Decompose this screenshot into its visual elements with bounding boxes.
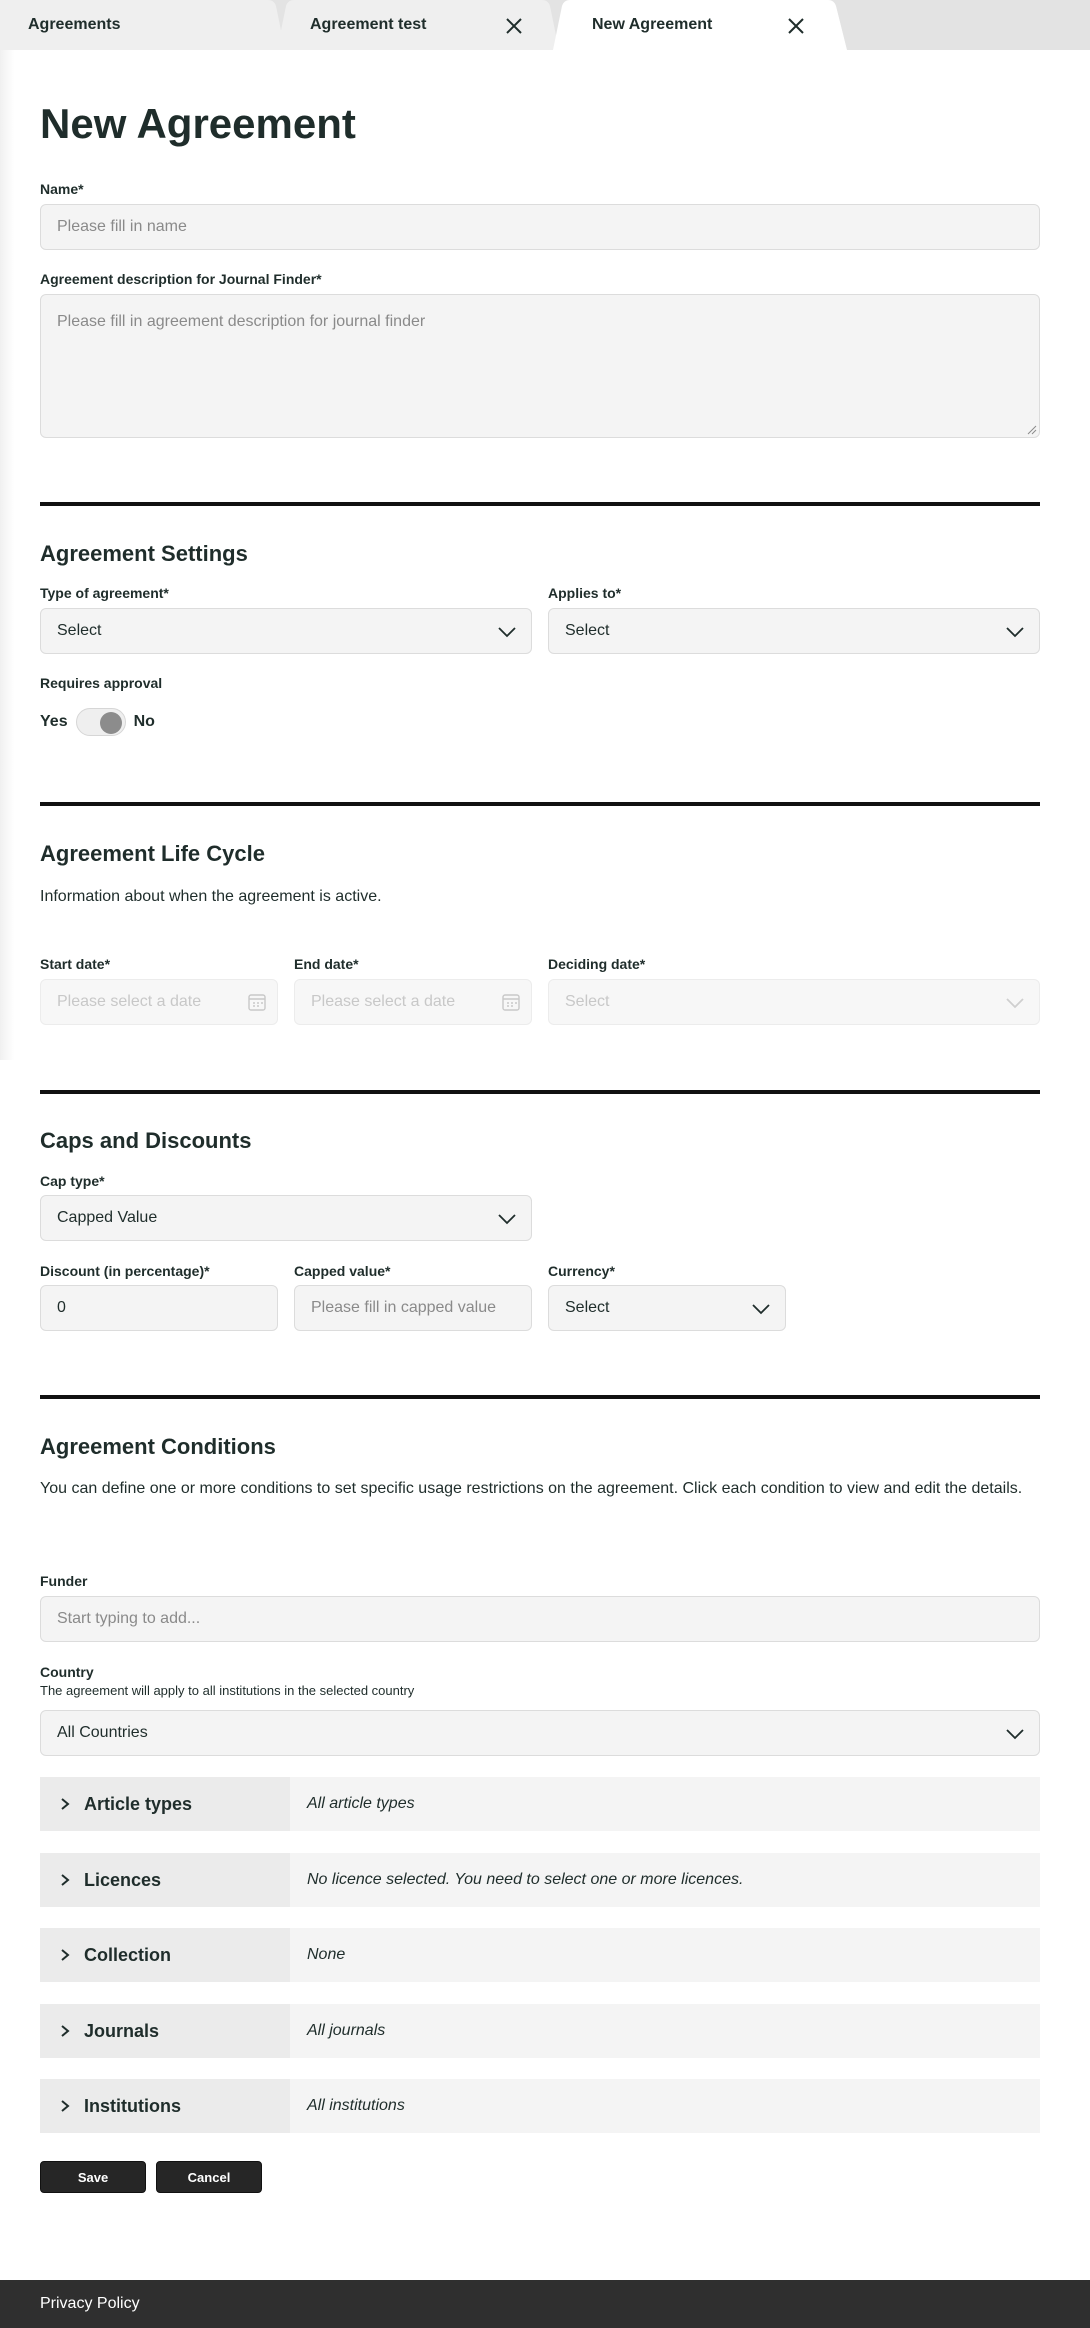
- condition-row-journals[interactable]: [40, 2004, 1040, 2058]
- end-date-input[interactable]: [294, 979, 532, 1025]
- condition-label: Article types: [84, 1793, 193, 1814]
- section-divider: [40, 502, 1040, 506]
- condition-value: All journals: [307, 2022, 386, 2039]
- resize-grip-icon[interactable]: [1027, 425, 1037, 435]
- tab-label: New Agreement: [592, 16, 713, 33]
- condition-row-licences[interactable]: [40, 1853, 1040, 1907]
- funder-label: Funder: [40, 1573, 88, 1589]
- condition-header[interactable]: [40, 2004, 290, 2058]
- life-cycle-description: Information about when the agreement is active.: [40, 888, 382, 905]
- requires-approval-toggle[interactable]: [76, 708, 126, 736]
- discount-input[interactable]: [40, 1285, 278, 1331]
- condition-label: Institutions: [84, 2095, 181, 2116]
- start-date-label: Start date*: [40, 956, 111, 972]
- chevron-down-icon: [1005, 623, 1025, 641]
- condition-row-article-types[interactable]: [40, 1777, 1040, 1831]
- footer: [0, 2280, 1090, 2328]
- conditions-description: You can define one or more conditions to set specific usage restrictions on the agreement. Click each condition to view and edit the details.: [40, 1480, 1023, 1497]
- country-value: All Countries: [57, 1724, 148, 1741]
- country-help-text: The agreement will apply to all institutions in the selected country: [40, 1683, 415, 1698]
- country-label: Country: [40, 1664, 94, 1680]
- chevron-right-icon: [58, 1797, 72, 1811]
- close-icon[interactable]: [505, 17, 523, 35]
- toggle-knob: [100, 712, 122, 734]
- tab-new-agreement[interactable]: [553, 0, 847, 50]
- agreement-conditions-title: Agreement Conditions: [40, 1434, 276, 1459]
- tab-label: Agreement test: [310, 16, 427, 33]
- type-of-agreement-label: Type of agreement*: [40, 585, 169, 601]
- discount-label: Discount (in percentage)*: [40, 1263, 210, 1279]
- condition-value: All institutions: [307, 2097, 405, 2114]
- name-label: Name*: [40, 181, 84, 197]
- description-placeholder: Please fill in agreement description for journal finder: [57, 313, 426, 330]
- type-of-agreement-select[interactable]: [40, 608, 532, 654]
- tab-label: Agreements: [28, 16, 121, 33]
- condition-header[interactable]: [40, 1928, 290, 1982]
- page-shadow: [0, 50, 14, 1060]
- deciding-date-label: Deciding date*: [548, 956, 646, 972]
- start-date-input[interactable]: [40, 979, 278, 1025]
- cap-type-value: Capped Value: [57, 1209, 158, 1226]
- page-title: New Agreement: [40, 100, 356, 147]
- description-label: Agreement description for Journal Finder*: [40, 271, 322, 287]
- section-divider: [40, 1395, 1040, 1399]
- name-input[interactable]: [40, 204, 1040, 250]
- condition-value: No licence selected. You need to select one or more licences.: [307, 1871, 744, 1888]
- cap-type-label: Cap type*: [40, 1173, 105, 1189]
- description-textarea[interactable]: [40, 294, 1040, 438]
- end-date-placeholder: Please select a date: [311, 993, 456, 1010]
- chevron-down-icon: [1005, 994, 1025, 1012]
- cap-type-select[interactable]: [40, 1195, 532, 1241]
- capped-value-label: Capped value*: [294, 1263, 391, 1279]
- chevron-right-icon: [58, 2024, 72, 2038]
- condition-label: Licences: [84, 1869, 162, 1890]
- condition-value: None: [307, 1946, 346, 1963]
- condition-label: Journals: [84, 2020, 160, 2041]
- chevron-right-icon: [58, 1948, 72, 1962]
- condition-row-collection[interactable]: [40, 1928, 1040, 1982]
- tab-agreement-test[interactable]: [277, 0, 559, 50]
- agreement-settings-title: Agreement Settings: [40, 541, 248, 566]
- calendar-icon[interactable]: [247, 992, 267, 1012]
- discount-value: 0: [57, 1299, 66, 1316]
- funder-placeholder: Start typing to add...: [57, 1610, 201, 1627]
- section-divider: [40, 1090, 1040, 1094]
- type-of-agreement-value: Select: [57, 622, 102, 639]
- deciding-date-select[interactable]: [548, 979, 1040, 1025]
- name-placeholder: Please fill in name: [57, 218, 187, 235]
- country-select[interactable]: [40, 1710, 1040, 1756]
- requires-approval-toggle-row: [40, 708, 155, 736]
- calendar-icon[interactable]: [501, 992, 521, 1012]
- chevron-down-icon: [497, 1210, 517, 1228]
- end-date-label: End date*: [294, 956, 359, 972]
- condition-value: All article types: [307, 1795, 415, 1812]
- currency-select[interactable]: [548, 1285, 786, 1331]
- section-divider: [40, 802, 1040, 806]
- start-date-placeholder: Please select a date: [57, 993, 202, 1010]
- condition-header[interactable]: [40, 2079, 290, 2133]
- deciding-date-value: Select: [565, 993, 610, 1010]
- requires-approval-label: Requires approval: [40, 675, 163, 691]
- currency-label: Currency*: [548, 1263, 615, 1279]
- privacy-policy-link[interactable]: Privacy Policy: [40, 2295, 140, 2312]
- applies-to-label: Applies to*: [548, 585, 622, 601]
- currency-value: Select: [565, 1299, 610, 1316]
- caps-and-discounts-title: Caps and Discounts: [40, 1128, 252, 1153]
- condition-header[interactable]: [40, 1777, 290, 1831]
- capped-value-input[interactable]: [294, 1285, 532, 1331]
- tab-agreements[interactable]: [0, 0, 285, 50]
- save-button[interactable]: Save: [40, 2161, 146, 2193]
- condition-label: Collection: [84, 1944, 172, 1965]
- tab-bar: [0, 0, 1090, 50]
- chevron-down-icon: [497, 623, 517, 641]
- applies-to-value: Select: [565, 622, 610, 639]
- condition-header[interactable]: [40, 1853, 290, 1907]
- chevron-right-icon: [58, 2099, 72, 2113]
- chevron-down-icon: [751, 1300, 771, 1318]
- yes-label: Yes: [40, 713, 68, 730]
- funder-input[interactable]: [40, 1596, 1040, 1642]
- close-icon[interactable]: [787, 17, 805, 35]
- capped-value-placeholder: Please fill in capped value: [311, 1299, 497, 1316]
- chevron-down-icon: [1005, 1725, 1025, 1743]
- condition-row-institutions[interactable]: [40, 2079, 1040, 2133]
- no-label: No: [133, 713, 155, 730]
- applies-to-select[interactable]: [548, 608, 1040, 654]
- chevron-right-icon: [58, 1873, 72, 1887]
- cancel-button[interactable]: Cancel: [156, 2161, 262, 2193]
- agreement-life-cycle-title: Agreement Life Cycle: [40, 841, 265, 866]
